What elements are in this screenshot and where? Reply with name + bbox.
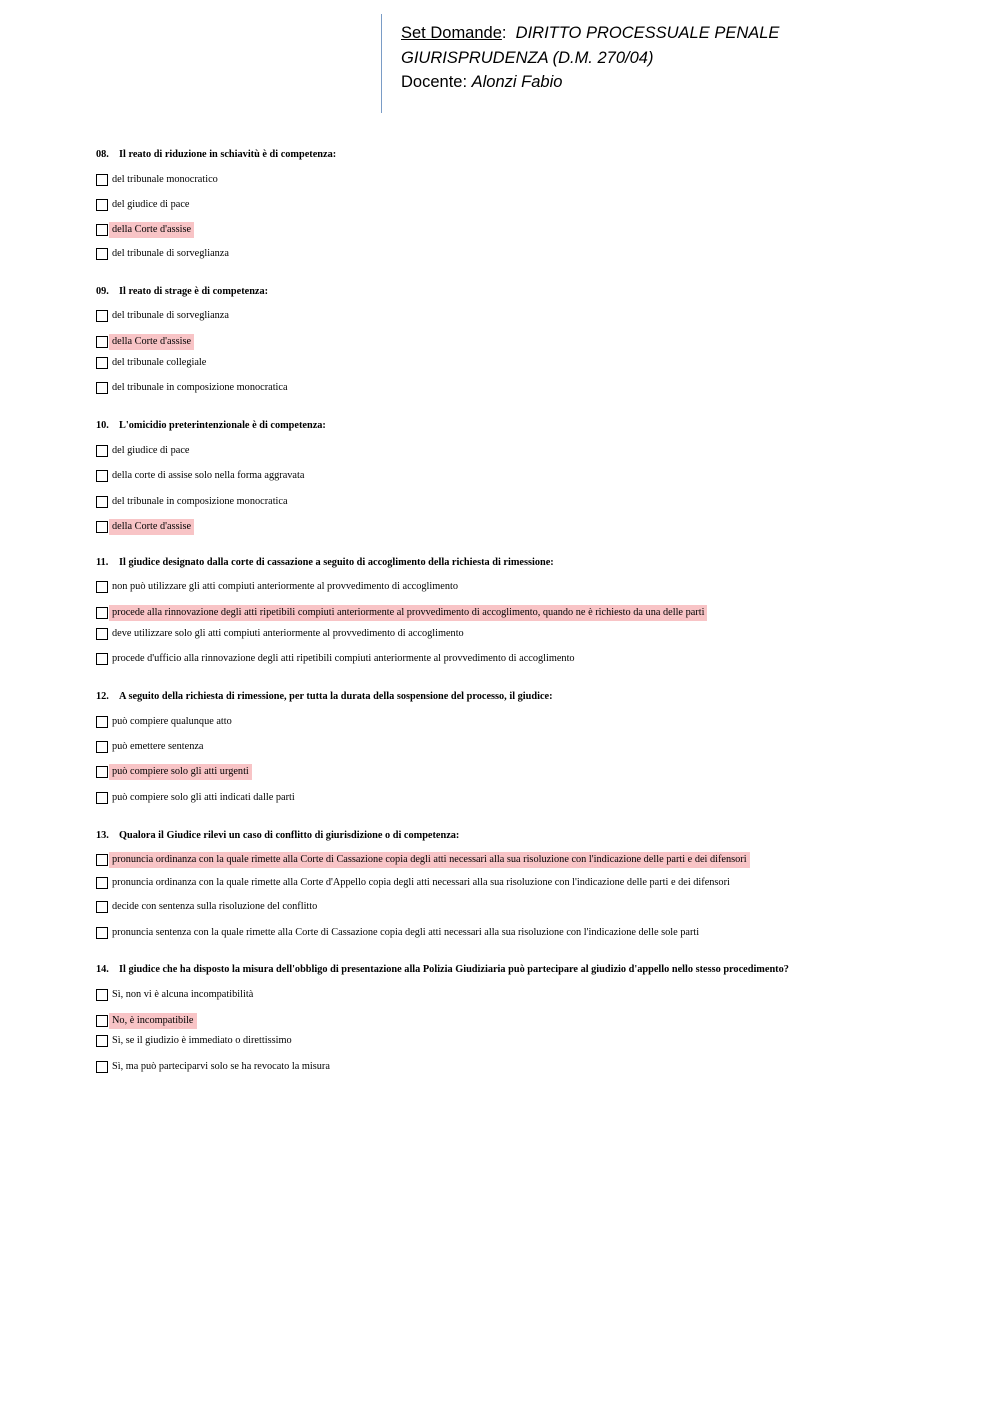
option-text: della corte di assise solo nella forma aggravata — [112, 470, 305, 481]
checkbox[interactable] — [96, 336, 108, 348]
question-08 — [96, 149, 336, 160]
question-text: Il giudice designato dalla corte di cassazione a seguito di accoglimento della richiesta di rimessione: — [119, 557, 554, 568]
checkbox[interactable] — [96, 1035, 108, 1047]
option-text-highlighted: pronuncia ordinanza con la quale rimette alla Corte di Cassazione copia degli atti necessari alla sua risoluzione con l'indicazione delle parti e dei difensori — [109, 852, 750, 868]
answer-option[interactable] — [96, 790, 298, 806]
answer-option-correct[interactable] — [96, 1013, 197, 1029]
option-text: del tribunale in composizione monocratica — [112, 496, 288, 507]
question-number: 08. — [96, 149, 109, 160]
checkbox[interactable] — [96, 521, 108, 533]
option-text: pronuncia sentenza con la quale rimette alla Corte di Cassazione copia degli atti necessari alla sua risoluzione con l'indicazione delle sole parti — [112, 927, 700, 938]
question-number: 14. — [96, 964, 109, 975]
answer-option[interactable] — [96, 197, 192, 213]
answer-option[interactable] — [96, 714, 235, 730]
answer-option[interactable] — [96, 739, 206, 755]
question-text: L'omicidio preterintenzionale è di competenza: — [119, 420, 326, 431]
checkbox[interactable] — [96, 766, 108, 778]
answer-option[interactable] — [96, 246, 232, 262]
option-text: del giudice di pace — [112, 445, 190, 456]
answer-option[interactable] — [96, 468, 307, 484]
option-text: decide con sentenza sulla risoluzione del conflitto — [112, 901, 318, 912]
document-header — [381, 14, 779, 113]
answer-option-correct[interactable] — [96, 605, 707, 621]
option-text: può emettere sentenza — [112, 741, 204, 752]
question-number: 11. — [96, 557, 109, 568]
answer-option[interactable] — [96, 1059, 333, 1075]
teacher-name: Alonzi Fabio — [471, 73, 563, 91]
checkbox[interactable] — [96, 496, 108, 508]
answer-option-correct[interactable] — [96, 519, 194, 535]
question-13 — [96, 830, 459, 841]
answer-option[interactable] — [96, 626, 467, 642]
header-line-2 — [401, 46, 779, 71]
question-14 — [96, 964, 789, 975]
question-09 — [96, 286, 268, 297]
option-text-highlighted: della Corte d'assise — [109, 222, 194, 238]
answer-option-correct[interactable] — [96, 222, 194, 238]
option-text: non può utilizzare gli atti compiuti anteriormente al provvedimento di accoglimento — [112, 581, 458, 592]
option-text: Sì, se il giudizio è immediato o direttissimo — [112, 1035, 292, 1046]
answer-option[interactable] — [96, 355, 209, 371]
checkbox[interactable] — [96, 248, 108, 260]
checkbox[interactable] — [96, 792, 108, 804]
checkbox[interactable] — [96, 357, 108, 369]
option-text: del tribunale di sorveglianza — [112, 248, 229, 259]
header-line-1 — [401, 21, 779, 46]
answer-option[interactable] — [96, 899, 320, 915]
question-text: Il reato di riduzione in schiavitù è di competenza: — [119, 149, 337, 160]
checkbox[interactable] — [96, 581, 108, 593]
question-10 — [96, 420, 326, 431]
checkbox[interactable] — [96, 1015, 108, 1027]
option-text: deve utilizzare solo gli atti compiuti anteriormente al provvedimento di accoglimento — [112, 628, 464, 639]
answer-option[interactable] — [96, 494, 291, 510]
checkbox[interactable] — [96, 741, 108, 753]
answer-option[interactable] — [96, 651, 578, 667]
option-text: può compiere qualunque atto — [112, 716, 232, 727]
answer-option-correct[interactable] — [96, 852, 750, 868]
answer-option[interactable] — [96, 987, 256, 1003]
question-number: 09. — [96, 286, 109, 297]
checkbox[interactable] — [96, 653, 108, 665]
question-number: 12. — [96, 691, 109, 702]
question-text: Il giudice che ha disposto la misura dell'obbligo di presentazione alla Polizia Giudiziaria può partecipare al giudizio d'appello nello stesso procedimento? — [119, 964, 789, 975]
checkbox[interactable] — [96, 445, 108, 457]
option-text-highlighted: della Corte d'assise — [109, 334, 194, 350]
question-number: 10. — [96, 420, 109, 431]
option-text: Sì, non vi è alcuna incompatibilità — [112, 989, 254, 1000]
subject-line-2: GIURISPRUDENZA (D.M. 270/04) — [401, 48, 654, 67]
option-text-highlighted: procede alla rinnovazione degli atti ripetibili compiuti anteriormente al provvedimento di accoglimento, quando ne è richiesto da una delle parti — [109, 605, 707, 621]
option-text: del tribunale monocratico — [112, 174, 218, 185]
option-text: del tribunale collegiale — [112, 357, 207, 368]
answer-option[interactable] — [96, 875, 733, 891]
answer-option[interactable] — [96, 443, 192, 459]
option-text-highlighted: può compiere solo gli atti urgenti — [109, 764, 252, 780]
option-text: può compiere solo gli atti indicati dalle parti — [112, 792, 295, 803]
teacher-label: Docente: — [401, 73, 468, 91]
checkbox[interactable] — [96, 224, 108, 236]
checkbox[interactable] — [96, 901, 108, 913]
header-line-3 — [401, 70, 779, 95]
checkbox[interactable] — [96, 199, 108, 211]
checkbox[interactable] — [96, 607, 108, 619]
subject-line-1: DIRITTO PROCESSUALE PENALE — [515, 24, 780, 42]
checkbox[interactable] — [96, 174, 108, 186]
question-text: Qualora il Giudice rilevi un caso di conflitto di giurisdizione o di competenza: — [119, 830, 460, 841]
checkbox[interactable] — [96, 628, 108, 640]
option-text-highlighted: della Corte d'assise — [109, 519, 194, 535]
answer-option[interactable] — [96, 925, 702, 941]
set-colon: : — [501, 24, 507, 42]
checkbox[interactable] — [96, 927, 108, 939]
answer-option[interactable] — [96, 579, 461, 595]
checkbox[interactable] — [96, 989, 108, 1001]
answer-option-correct[interactable] — [96, 334, 194, 350]
answer-option[interactable] — [96, 308, 232, 324]
option-text: del tribunale in composizione monocratica — [112, 382, 288, 393]
set-label: Set Domande — [401, 24, 502, 42]
option-text: Sì, ma può parteciparvi solo se ha revocato la misura — [112, 1061, 330, 1072]
option-text: pronuncia ordinanza con la quale rimette alla Corte d'Appello copia degli atti necessari alla sua risoluzione con l'indicazione delle parti e dei difensori — [112, 877, 730, 888]
question-12 — [96, 691, 553, 702]
checkbox[interactable] — [96, 716, 108, 728]
question-text: A seguito della richiesta di rimessione, per tutta la durata della sospensione del processo, il giudice: — [119, 691, 553, 702]
option-text: del giudice di pace — [112, 199, 190, 210]
option-text: procede d'ufficio alla rinnovazione degli atti ripetibili compiuti anteriormente al provvedimento di accoglimento — [112, 653, 575, 664]
answer-option-correct[interactable] — [96, 764, 252, 780]
checkbox[interactable] — [96, 854, 108, 866]
checkbox[interactable] — [96, 382, 108, 394]
question-number: 13. — [96, 830, 109, 841]
checkbox[interactable] — [96, 470, 108, 482]
option-text: del tribunale di sorveglianza — [112, 310, 229, 321]
question-11 — [96, 557, 554, 568]
checkbox[interactable] — [96, 1061, 108, 1073]
checkbox[interactable] — [96, 310, 108, 322]
checkbox[interactable] — [96, 877, 108, 889]
answer-option[interactable] — [96, 380, 291, 396]
answer-option[interactable] — [96, 172, 221, 188]
option-text-highlighted: No, è incompatibile — [109, 1013, 197, 1029]
question-text: Il reato di strage è di competenza: — [119, 286, 269, 297]
answer-option[interactable] — [96, 1033, 295, 1049]
